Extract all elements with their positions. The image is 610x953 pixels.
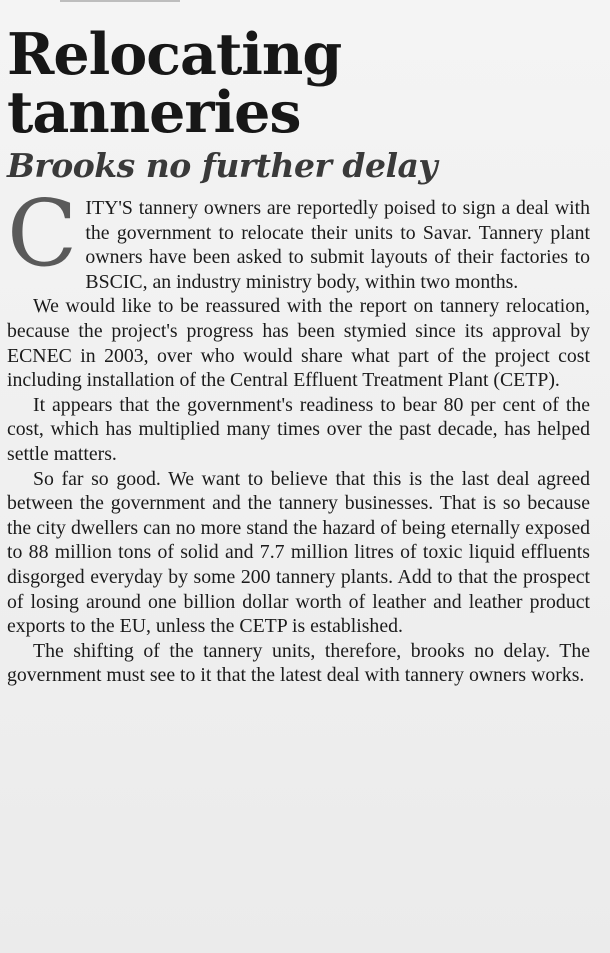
paragraph-2: We would like to be reassured with the report on tannery relocation, because the project's progress has been stymied since its approval by ECNEC in 2003, over who would share what part of the project cost including installation of the Central Effluent Treatment Plant (CETP). bbox=[7, 295, 590, 392]
headline: Relocating tanneries bbox=[7, 21, 342, 146]
subhead: Brooks no further delay bbox=[7, 146, 438, 185]
article-body bbox=[7, 180, 590, 688]
drop-cap: C bbox=[7, 180, 78, 287]
paragraph-1-text: ITY'S tannery owners are reportedly poised to sign a deal with the government to relocate their units to Savar. Tannery plant owners have been asked to submit layouts of their factories to BSCIC, an industry ministry body, within two months. bbox=[85, 197, 590, 293]
paragraph-4: So far so good. We want to believe that this is the last deal agreed between the government and the tannery businesses. That is so because the city dwellers can no more stand the hazard of being eternally exposed to 88 million tons of solid and 7.7 million litres of toxic liquid effluents disgorged everyday by some 200 tannery plants. Add to that the prospect of losing around one billion dollar worth of leather and leather product exports to the EU, unless the CETP is established. bbox=[7, 467, 590, 638]
paragraph-5: The shifting of the tannery units, therefore, brooks no delay. The government must see to it that the latest deal with tannery owners works. bbox=[7, 639, 590, 687]
paragraph-1 bbox=[7, 180, 590, 294]
top-divider bbox=[60, 0, 180, 2]
paragraph-3: It appears that the government's readiness to bear 80 per cent of the cost, which has multiplied many times over the past decade, has helped settle matters. bbox=[7, 393, 590, 465]
